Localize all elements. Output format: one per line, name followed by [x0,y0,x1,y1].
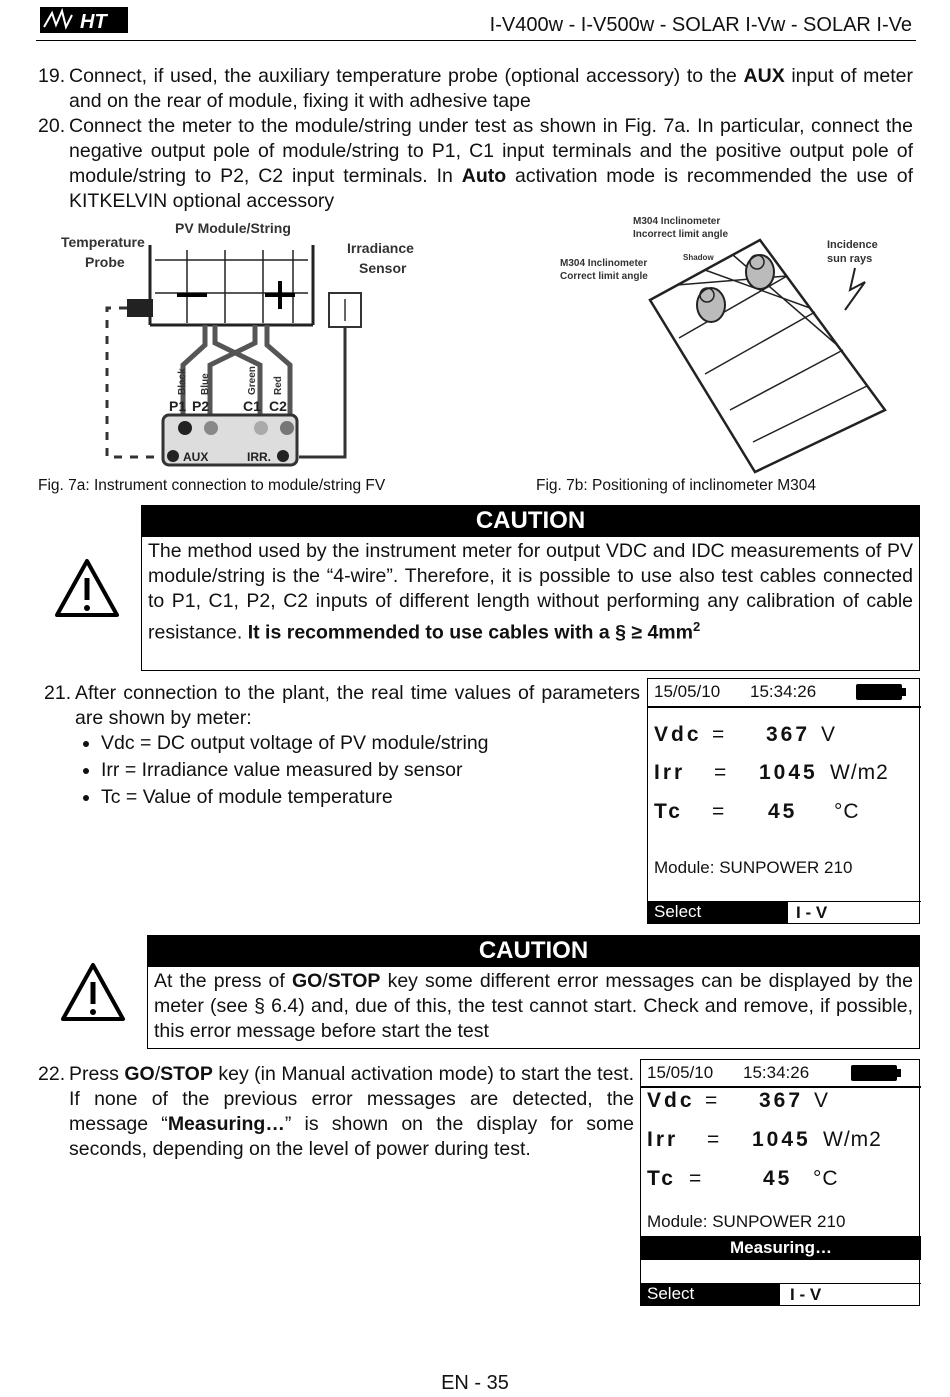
label-incorrect-2: Incorrect limit angle [633,229,729,240]
battery-icon [851,1065,897,1081]
step-20-number: 20. [38,115,66,137]
label-c1: C1 [243,398,261,414]
display-date: 15/05/10 [654,682,721,701]
measuring-status: Measuring… [641,1236,921,1260]
label-shadow: Shadow [683,253,714,262]
tc-value: 45 [768,800,798,823]
label-p1: P1 [169,398,187,414]
vdc-value: 367 [766,723,811,746]
label-correct-2: Correct limit angle [560,271,648,282]
display-divider [648,706,921,708]
list-item: • Vdc = DC output voltage of PV module/string [101,730,661,757]
label-sun-rays: sun rays [827,253,873,265]
irr-unit: W/m2 [823,1128,882,1151]
fig-7b-caption: Fig. 7b: Positioning of inclinometer M304 [536,477,817,494]
display-divider [641,1086,921,1088]
sun-ray-icon [845,268,865,310]
irr-eq: = [707,1128,721,1151]
inclinometer-correct-icon [697,288,725,322]
step-21-number: 21. [44,682,72,704]
step-19-text: Connect, if used, the auxiliary temperature probe (optional accessory) to the AUX input of meter and on the rear of module, fixing it with adhesive tape [69,65,913,112]
tc-label: Tc [647,1167,676,1190]
pv-module-shape [150,245,313,325]
label-green: Green [247,366,258,395]
vdc-eq: = [705,1089,719,1112]
label-sensor: Sensor [359,260,407,276]
tc-eq: = [689,1167,703,1190]
caution-2-title: CAUTION [147,935,920,967]
temperature-probe-shape [127,299,153,317]
header-title: I-V400w - I-V500w - SOLAR I-Vw - SOLAR I-Ve [489,14,912,36]
label-incidence: Incidence [827,239,878,251]
tc-eq: = [712,800,726,823]
ht-logo [40,7,128,33]
caution-1-text: The method used by the instrument meter for output VDC and IDC measurements of PV module/string is the “4-wire”. Therefore, it is possible to use also test cables connected to P1, C1, P2, C2 inputs of different length without performing any calibration of cable resistance. It is recommended to use cables with a § ≥ $4mm^2$ [141,537,920,671]
label-irradiance: Irradiance [347,240,414,256]
label-c2: C2 [269,398,287,414]
mode-softkey[interactable]: I - V [788,901,921,923]
vdc-label: Vdc [647,1089,695,1112]
tc-value: 45 [763,1167,793,1190]
display-time: 15:34:26 [750,682,817,701]
label-red: Red [273,376,284,395]
list-item: • Irr = Irradiance value measured by sensor [101,757,661,784]
irr-value: 1045 [759,761,818,784]
header-rule [36,40,916,41]
warning-triangle-icon [60,962,126,1022]
label-correct-1: M304 Inclinometer [560,258,648,269]
fig-7b-diagram [555,210,895,475]
vdc-value: 367 [759,1089,804,1112]
irr-label: Irr [654,761,686,784]
caution-2-text: At the press of GO/STOP key some different error messages can be displayed by the meter (see § 6.4) and, due of this, the test cannot start. Check and remove, if possible, this error message before start the test [147,967,920,1049]
meter-display-2 [640,1059,920,1306]
label-temperature: Temperature [61,234,145,250]
display-time: 15:34:26 [743,1063,810,1082]
step-19-number: 19. [38,65,66,87]
mode-softkey[interactable]: I - V [780,1283,921,1305]
select-softkey[interactable]: Select [648,901,788,923]
vdc-eq: = [712,723,726,746]
label-probe: Probe [85,254,125,270]
step-22-text: Press GO/STOP key (in Manual activation mode) to start the test. If none of the previous error messages are detected, the message “Measuring…” is shown on the display for some seconds, depending on the level of power during test. [69,1063,635,1160]
irr-eq: = [714,761,728,784]
label-aux: AUX [183,450,209,464]
fig-7a-diagram [55,215,435,473]
meter-display-1 [647,678,920,924]
caution-1-title: CAUTION [141,505,920,537]
step-21-bullet-list [75,730,661,811]
fig-7a-caption: Fig. 7a: Instrument connection to module/string FV [38,477,386,494]
module-name: Module: SUNPOWER 210 [647,1212,846,1231]
label-p2: P2 [192,398,210,414]
logo-text: HT [80,11,107,33]
label-black: Black [177,368,188,395]
step-21-intro: After connection to the plant, the real time values of parameters are shown by meter: [75,682,640,729]
label-incorrect-1: M304 Inclinometer [633,216,721,227]
label-blue: Blue [200,373,211,395]
tc-unit: °C [813,1167,839,1190]
step-22-number: 22. [38,1063,66,1085]
tc-label: Tc [654,800,683,823]
display-date: 15/05/10 [647,1063,714,1082]
label-irr-terminal: IRR. [247,450,271,464]
vdc-unit: V [821,723,837,746]
module-name: Module: SUNPOWER 210 [654,858,853,877]
irr-unit: W/m2 [830,761,889,784]
tc-unit: °C [834,800,860,823]
battery-icon [856,684,902,700]
label-pv-module: PV Module/String [175,220,291,236]
irr-value: 1045 [752,1128,811,1151]
step-20-text: Connect the meter to the module/string under test as shown in Fig. 7a. In particular, connect the negative output pole of module/string to P1, C1 input terminals and the positive output pole of module/string to P2, C2 input terminals. In Auto activation mode is recommended the use of KITKELVIN optional accessory [69,115,914,212]
warning-triangle-icon [54,558,120,618]
list-item: • Tc = Value of module temperature [101,784,661,811]
page-number: EN - 35 [441,1372,509,1394]
vdc-label: Vdc [654,723,702,746]
select-softkey[interactable]: Select [641,1283,780,1305]
irr-label: Irr [647,1128,679,1151]
vdc-unit: V [814,1089,830,1112]
